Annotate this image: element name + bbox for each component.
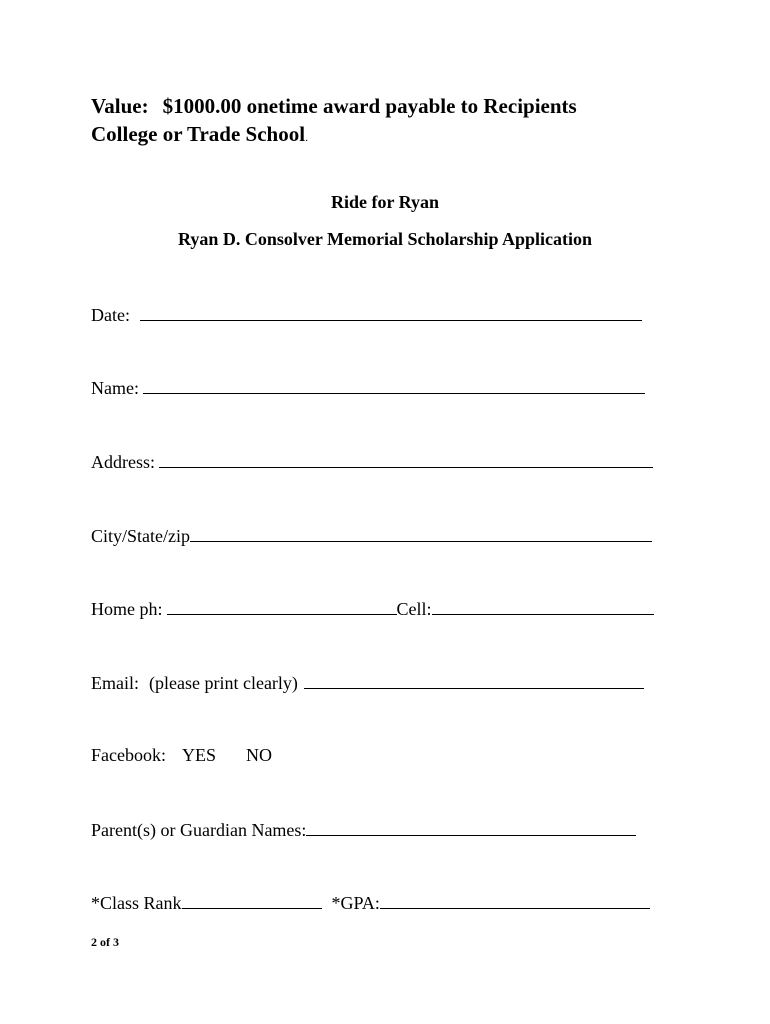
value-text-line1: $1000.00 onetime award payable to Recipients bbox=[162, 94, 577, 118]
award-value-heading bbox=[91, 92, 711, 151]
facebook-row bbox=[91, 744, 272, 766]
value-text-period: . bbox=[305, 130, 309, 144]
date-label: Date: bbox=[91, 305, 130, 325]
facebook-label: Facebook: bbox=[91, 745, 166, 765]
name-label: Name: bbox=[91, 378, 139, 398]
rank-gpa-row bbox=[91, 891, 650, 914]
parents-row bbox=[91, 818, 636, 841]
event-title: Ride for Ryan bbox=[330, 192, 440, 212]
city-state-zip-row bbox=[91, 524, 652, 547]
value-text-line2: College or Trade School bbox=[91, 122, 306, 146]
parents-field[interactable] bbox=[306, 818, 636, 836]
gpa-field[interactable] bbox=[380, 891, 650, 909]
address-label: Address: bbox=[91, 452, 155, 472]
city-state-zip-label: City/State/zip bbox=[91, 526, 190, 546]
name-row bbox=[91, 376, 645, 399]
city-state-zip-field[interactable] bbox=[190, 524, 652, 542]
page-number: 2 of 3 bbox=[91, 935, 119, 949]
facebook-no-option[interactable]: NO bbox=[246, 745, 272, 765]
email-note: (please print clearly) bbox=[149, 673, 298, 693]
class-rank-field[interactable] bbox=[182, 891, 322, 909]
address-row bbox=[91, 450, 653, 473]
cell-label: Cell: bbox=[396, 599, 432, 619]
home-phone-label: Home ph: bbox=[91, 599, 163, 619]
facebook-yes-option[interactable]: YES bbox=[181, 745, 216, 765]
phone-row bbox=[91, 597, 654, 620]
email-row bbox=[91, 671, 644, 694]
home-phone-field[interactable] bbox=[167, 597, 397, 615]
application-title: Ryan D. Consolver Memorial Scholarship Application bbox=[177, 229, 593, 249]
date-field[interactable] bbox=[140, 303, 642, 321]
date-row bbox=[91, 303, 642, 326]
email-field[interactable] bbox=[304, 671, 644, 689]
email-label: Email: bbox=[91, 673, 139, 693]
name-field[interactable] bbox=[143, 376, 645, 394]
value-label: Value: bbox=[91, 94, 149, 118]
class-rank-label: *Class Rank bbox=[91, 893, 182, 913]
parents-label: Parent(s) or Guardian Names: bbox=[91, 820, 307, 840]
value-text-line2-wrap bbox=[91, 120, 711, 151]
address-field[interactable] bbox=[159, 450, 653, 468]
gpa-label: *GPA: bbox=[331, 893, 380, 913]
cell-field[interactable] bbox=[432, 597, 654, 615]
